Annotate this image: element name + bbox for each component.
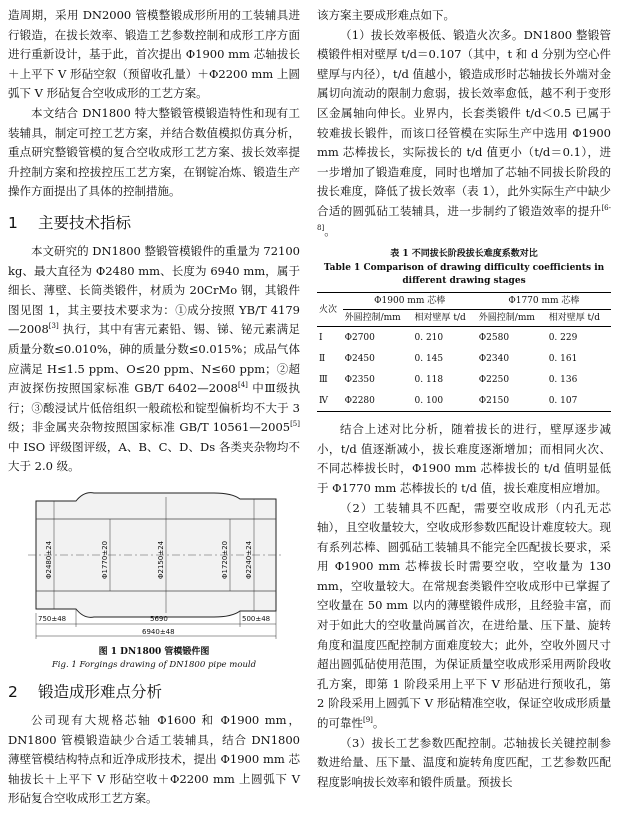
table-header-fire: 火次	[317, 293, 343, 327]
section-1-number: 1	[8, 213, 18, 232]
paragraph-difficulty-2: （2）工装辅具不匹配，需要空收成形（内孔无芯轴），且空收量较大，空收成形参数匹配设计难度较大。现有系列芯棒、圆弧砧工装辅具不能完全匹配拔长要求，采用 Φ1900 mm 芯棒拔长时需要空收，空收量为 130 mm，空收量较大。在常规套类锻件空收成形中已掌握了空收量在 50 mm 以内的薄壁锻件成形，且经验丰富，而对于如此大的空收量尚属首次，在进给量、压下量、旋转角度和温度匹配控制方面难度较大；此外，空收外圆尺寸超出圆弧砧使用范围，为保证质量空收成形采用两阶段收孔方案，即第 1 阶段采用上平下 V 形砧进行预收孔，第 2 阶段采用上圆弧下 V 形砧精准空收，保证空收成形质量的可靠性[9]。	[317, 500, 611, 731]
dim-d1: Φ2480±24	[45, 540, 53, 580]
citation-3: [3]	[48, 322, 59, 331]
citation-4: [4]	[238, 381, 248, 390]
citation-6-8: [6-8]	[317, 204, 611, 232]
dim-d4: Φ1720±20	[221, 540, 229, 580]
dim-d3: Φ2150±24	[157, 540, 165, 580]
figure-1-caption-en: Fig. 1 Forgings drawing of DN1800 pipe mould	[51, 660, 257, 671]
table-row: Ⅰ Φ2700 0. 210 Φ2580 0. 229	[319, 332, 578, 343]
paragraph-difficulties-lead: 该方案主要成形难点如下。	[317, 8, 455, 22]
left-column	[8, 6, 300, 809]
dim-l4: 6940±48	[142, 628, 175, 637]
right-column	[317, 6, 611, 792]
table-header-rel-1: 相对壁厚 t/d	[413, 310, 477, 327]
table-1-caption-en: Table 1 Comparison of drawing difficulty coefficients in different drawing stages	[323, 263, 605, 287]
table-header-od-2: 外圆控制/mm	[477, 310, 547, 327]
table-1	[317, 292, 611, 412]
forging-drawing-svg	[18, 483, 290, 643]
paragraph-difficulty-intro: 公司现有大规格芯轴 Φ1600 和 Φ1900 mm，DN1800 管模锻造缺少合适工装辅具，结合 DN1800 薄壁管模结构特点和近净成形技术，提出 Φ1900 mm 芯轴拔长＋上平下 V 形砧空收＋Φ2200 mm 上圆弧下 V 形砧复合空收成形工艺方案。	[8, 713, 300, 806]
table-header-od-1: 外圆控制/mm	[343, 310, 413, 327]
table-header-group-1770: Φ1770 mm 芯棒	[477, 293, 611, 310]
paragraph-comparison-analysis: 结合上述对比分析，随着拔长的进行，壁厚逐步减小，t/d 值逐渐减小，拔长难度逐渐增加；而相同火次、不同芯棒拔长时，Φ1900 mm 芯棒拔长的 t/d 值明显低于 Φ1770 mm 芯棒拔长的 t/d 值，拔长难度相应增加。	[317, 422, 611, 495]
table-header-group-1900: Φ1900 mm 芯棒	[343, 293, 477, 310]
section-2-number: 2	[8, 683, 18, 702]
dim-l2: 5690	[150, 615, 168, 624]
figure-1-caption-zh: 图 1 DN1800 管模锻件图	[98, 647, 210, 658]
section-1-heading	[8, 212, 300, 234]
citation-5: [5]	[290, 420, 300, 429]
citation-9: [9]	[363, 716, 373, 725]
table-row: Ⅳ Φ2280 0. 100 Φ2150 0. 107	[317, 390, 611, 412]
paragraph-difficulty-1: （1）拔长效率极低、锻造火次多。DN1800 整锻管模锻件相对壁厚 t/d＝0.107（其中，t 和 d 分别为空心件壁厚与内径），t/d 值越小，锻造成形时芯轴拔长外端对金属切向流动的限制力愈弱，拔长效率愈低，越不利于变形区金属轴向伸长。业界内，长套类锻件 t/d＜0.5 已属于较难拔长锻件，而该口径管模在实际生产中选用 Φ1900 mm 芯棒拔长，实际拔长的 t/d 值更小（t/d＝0.1），进一步增加了锻造难度，同时也增加了芯轴不同拔长阶段的拔长难度，降低了拔长效率（表 1），此外实际生产中缺少合适的圆弧砧工装辅具，进一步制约了锻造效率的提升[6-8]。	[317, 27, 611, 238]
paragraph-intro-continued: 造周期，采用 DN2000 管模整锻成形所用的工装辅具进行锻造，在拔长效率、锻造工艺参数控制和成形工序方面进行重新设计，基于此，首次提出 Φ1900 mm 芯轴拔长＋上平下 V 形砧空叙（预留收孔量）＋Φ2200 mm 上圆弧下 V 形砧复合空收成形的工艺方案。	[8, 8, 300, 101]
table-row: Ⅱ Φ2450 0. 145 Φ2340 0. 161	[319, 353, 578, 364]
table-row: Ⅲ Φ2350 0. 118 Φ2250 0. 136	[319, 374, 578, 385]
section-2-title: 锻造成形难点分析	[38, 683, 163, 702]
paragraph-research-overview: 本文结合 DN1800 特大整锻管模锻造特性和现有工装辅具，制定可控工艺方案，并结合数值模拟仿真分析，重点研究整锻管模的复合空收成形工艺方案、拔长效率提升控制方案和控拔控压工艺方案，在钢锭冶炼、锻造生产操作方面提出了具体的控制措施。	[8, 105, 300, 199]
dim-d2: Φ1770±20	[101, 540, 109, 580]
paragraph-tech-requirements: 本文研究的 DN1800 整锻管模锻件的重量为 72100 kg、最大直径为 Φ2480 mm、长度为 6940 mm，属于细长、薄壁、长筒类锻件，材质为 20CrMo 钢，其锻件图见图 1，其主要技术要求为：①成分按照 YB/T 4179—2008[3] 执行，其中有害元素铅、锡、锑、铋元素满足质量分数≤0.010%，砷的质量分数≤0.015%；成品气体应满足 H≤1.5 ppm、O≤20 ppm、N≤60 ppm；②超声波探伤按照国家标准 GB/T 6402—2008[4] 中Ⅲ级执行；③酸浸试片低倍组织一般疏松和锭型偏析均不大于 3 级；非金属夹杂物按照国家标准 GB/T 10561—2005[5] 中 ISO 评级图评级，A、B、C、D、Ds 各类夹杂物均不大于 2.0 级。	[8, 243, 300, 474]
dim-l1: 750±48	[38, 615, 67, 624]
section-2-heading	[8, 681, 300, 703]
dim-d5: Φ2240±24	[245, 540, 253, 580]
table-1-caption-zh: 表 1 不同拔长阶段拔长难度系数对比	[390, 249, 538, 260]
dim-l3: 500±48	[242, 615, 271, 624]
paragraph-difficulty-3: （3）拔长工艺参数匹配控制。芯轴拔长关键控制参数进给量、压下量、温度和旋转角度匹配，工艺参数匹配程度影响拔长效率和锻件质量。预拔长	[317, 735, 611, 789]
table-header-rel-2: 相对壁厚 t/d	[547, 310, 611, 327]
figure-1	[8, 483, 300, 671]
section-1-title: 主要技术指标	[38, 213, 132, 232]
